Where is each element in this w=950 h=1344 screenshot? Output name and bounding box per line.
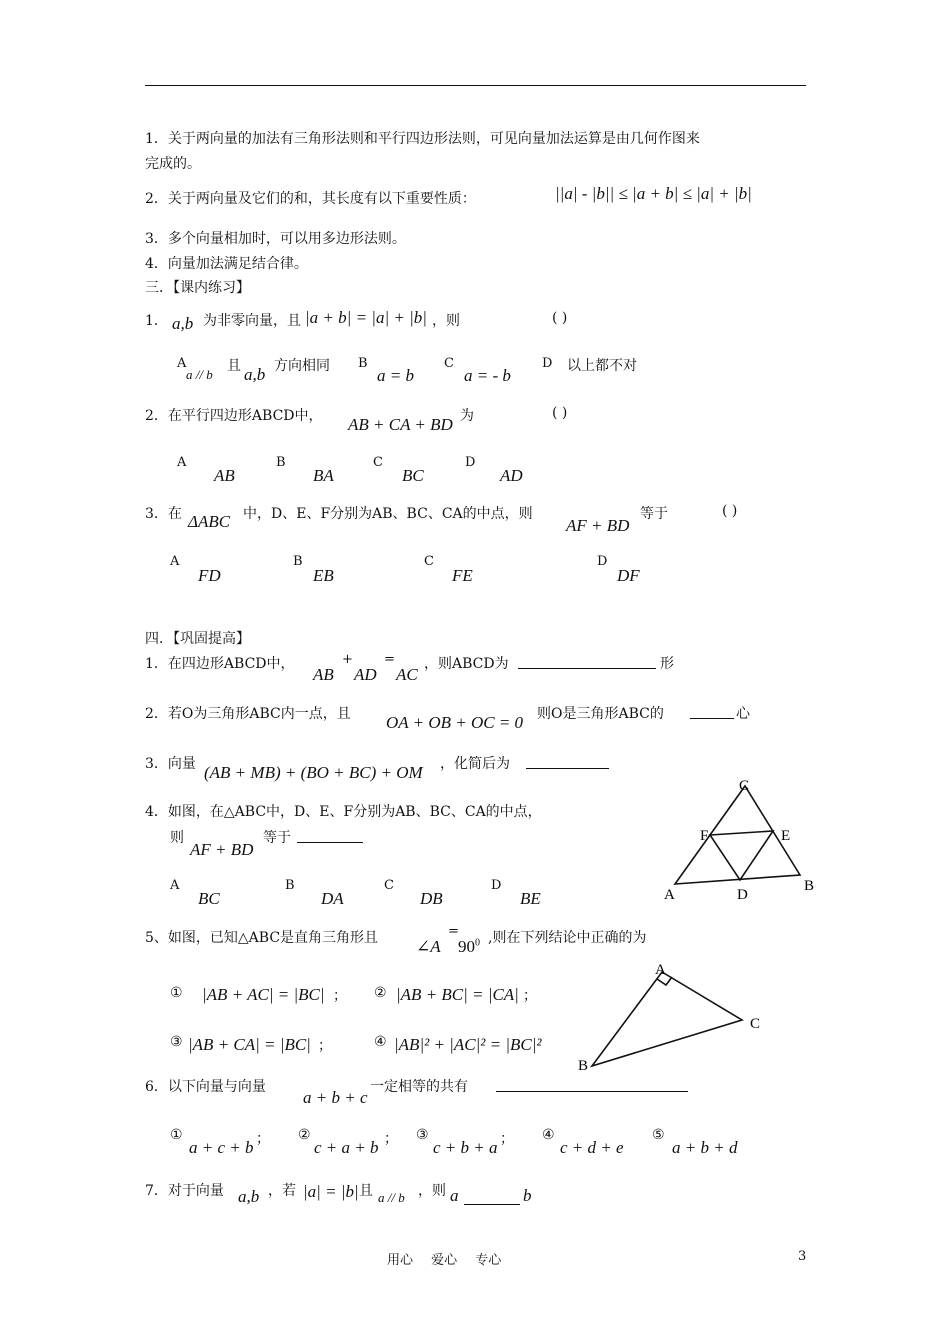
s4-q1-text3: 形	[660, 656, 674, 672]
s4-q5-angle: ∠A	[416, 937, 441, 956]
fig1-label-d: D	[737, 887, 748, 903]
s4-q3-answer-blank	[526, 754, 609, 769]
s4-q6-item1-sep: ；	[256, 1131, 270, 1147]
fig2-label-b: B	[578, 1058, 589, 1074]
s4-q1-ad: AD	[354, 665, 377, 684]
s3-q1-suffix: ，则	[432, 313, 460, 329]
s3-q3-triangle: ΔABC	[188, 512, 231, 531]
s4-q4-line1: 4．如图，在△ABC中，D、E、F分别为AB、BC、CA的中点，	[145, 804, 542, 820]
fig2-label-c: C	[750, 1016, 761, 1032]
s4-q7-text1: 7．对于向量	[145, 1183, 224, 1199]
s4-q1-ac: AC	[396, 665, 418, 684]
right-triangle	[592, 972, 742, 1066]
s3-q3-answer-paren: ( )	[722, 503, 738, 519]
s4-q4-option-a-label: A	[170, 878, 180, 893]
s3-q3-option-a-label: A	[170, 554, 180, 569]
s4-q5-c4-formula: |AB|² + |AC|² = |BC|²	[394, 1035, 542, 1054]
s4-q6-math: a + b + c	[303, 1088, 368, 1107]
s4-q6-answer-blank	[496, 1077, 688, 1092]
s3-q1-option-a-parallel: a // b	[186, 367, 213, 382]
s3-q1-option-a-label: A	[177, 356, 187, 371]
s4-q6-item4-math: c + d + e	[560, 1138, 624, 1157]
s4-q5-c1-sep: ；	[333, 988, 347, 1004]
s4-q4-option-c-math: DB	[420, 889, 443, 908]
s4-q6-item3-sep: ；	[500, 1131, 514, 1147]
s4-q5-text2: ,则在下列结论中正确的为	[488, 930, 647, 946]
fig1-label-b: B	[804, 878, 815, 894]
midpoint-triangle-figure	[655, 772, 825, 907]
s4-q7-answer-blank	[464, 1190, 520, 1205]
s4-q3-math: (AB + MB) + (BO + BC) + OM	[204, 763, 423, 782]
s4-q3-text2: ，化简后为	[440, 756, 510, 772]
s3-q3-option-d-math: DF	[617, 566, 640, 585]
s4-q6-item5-math: a + b + d	[672, 1138, 738, 1157]
fig1-label-c: C	[739, 778, 750, 794]
header-rule	[145, 85, 806, 86]
s4-q3-text1: 3．向量	[145, 756, 196, 772]
s3-q2-suffix: 为	[460, 408, 474, 424]
paragraph-3: 3．多个向量相加时，可以用多边形法则。	[145, 231, 406, 247]
s4-q7-var-b: b	[523, 1186, 532, 1205]
s4-q5-c1-number: ①	[170, 985, 183, 1001]
s4-q1-answer-blank	[518, 654, 656, 669]
s3-q2-math: AB + CA + BD	[348, 415, 453, 434]
s4-q7-var-a: a	[450, 1186, 459, 1205]
s3-q2-answer-paren: ( )	[552, 405, 568, 421]
s4-q6-item2-sep: ；	[384, 1131, 398, 1147]
s4-q4-math: AF + BD	[190, 840, 254, 859]
paragraph-1-line-2: 完成的。	[145, 156, 201, 172]
s4-q5-c3-number: ③	[170, 1034, 183, 1050]
triangle-inequality-formula: ||a| - |b|| ≤ |a + b| ≤ |a| + |b|	[555, 184, 752, 203]
s4-q2-text2: 则O是三角形ABC的	[537, 706, 664, 722]
s4-q6-item1-math: a + c + b	[189, 1138, 254, 1157]
s4-q5-c4-number: ④	[374, 1034, 387, 1050]
s3-q3-option-d-label: D	[597, 554, 608, 569]
s3-q1-number: 1．	[145, 313, 168, 329]
s3-q1-option-b-math: a = b	[377, 366, 414, 385]
s4-q6-item2-number: ②	[298, 1127, 311, 1143]
page-number: 3	[798, 1249, 807, 1264]
s4-q2-text1: 2．若O为三角形ABC内一点，且	[145, 706, 351, 722]
section-3-title: 三．【课内练习】	[145, 280, 250, 296]
s3-q2-text: 2．在平行四边形ABCD中，	[145, 408, 323, 424]
paragraph-2: 2．关于两向量及它们的和，其长度有以下重要性质：	[145, 191, 476, 207]
fig1-label-e: E	[781, 828, 791, 844]
s3-q1-option-a-text2: 方向相同	[274, 358, 330, 374]
fig1-label-a: A	[664, 887, 675, 903]
s3-q1-option-d-label: D	[542, 356, 553, 371]
s4-q7-text4: ，则	[418, 1183, 446, 1199]
s4-q5-c3-sep: ；	[318, 1038, 332, 1054]
s4-q7-parallel: a // b	[378, 1190, 405, 1205]
s4-q4-option-b-label: B	[285, 878, 295, 893]
fig1-label-f: F	[700, 828, 709, 844]
s4-q5-text1: 5、如图，已知△ABC是直角三角形且	[145, 930, 379, 946]
s4-q4-option-d-label: D	[491, 878, 502, 893]
s4-q4-line2: 则	[170, 830, 184, 846]
s3-q3-text1: 3．在	[145, 506, 182, 522]
s4-q6-item3-math: c + b + a	[433, 1138, 498, 1157]
right-triangle-figure	[570, 958, 770, 1076]
s4-q1-plus: +	[342, 652, 353, 667]
s4-q2-text3: 心	[736, 706, 750, 722]
s3-q2-option-d-math: AD	[500, 466, 523, 485]
s3-q3-suffix: 等于	[640, 506, 668, 522]
s4-q1-ab: AB	[313, 665, 334, 684]
s4-q1-text2: ，则ABCD为	[424, 656, 509, 672]
s3-q2-option-b-math: BA	[313, 466, 334, 485]
s4-q2-answer-blank	[690, 704, 734, 719]
s4-q1-text1: 1．在四边形ABCD中，	[145, 656, 295, 672]
paragraph-1-line-1: 1．关于两向量的加法有三角形法则和平行四边形法则，可见向量加法运算是由几何作图来	[145, 131, 700, 147]
s4-q6-item5-number: ⑤	[652, 1127, 665, 1143]
s3-q3-text2: 中，D、E、F分别为AB、BC、CA的中点，则	[243, 506, 533, 522]
s4-q6-item4-number: ④	[542, 1127, 555, 1143]
s3-q3-math: AF + BD	[566, 516, 630, 535]
s4-q4-option-a-math: BC	[198, 889, 220, 908]
midpoint-triangle	[710, 831, 773, 880]
s4-q6-item1-number: ①	[170, 1127, 183, 1143]
s3-q2-option-d-label: D	[465, 455, 476, 470]
s4-q5-equals: =	[448, 924, 459, 939]
s4-q7-text3: 且	[359, 1183, 373, 1199]
s4-q5-c2-sep: ；	[523, 988, 537, 1004]
s4-q4-option-d-math: BE	[520, 889, 541, 908]
s4-q5-c2-number: ②	[374, 985, 387, 1001]
s3-q2-option-c-label: C	[373, 455, 383, 470]
footer-motto: 用心 爱心 专心	[387, 1253, 502, 1268]
fig2-label-a: A	[655, 962, 666, 978]
s3-q1-answer-paren: ( )	[552, 310, 568, 326]
s4-q5-degrees: $90^0$	[458, 937, 480, 956]
s3-q2-option-b-label: B	[276, 455, 286, 470]
s3-q1-option-a-text1: 且	[227, 358, 241, 374]
right-angle-marker	[657, 977, 672, 985]
s4-q5-c1-formula: |AB + AC| = |BC|	[202, 985, 325, 1004]
s4-q7-text2: ，若	[268, 1183, 296, 1199]
s4-q4-answer-blank	[297, 828, 363, 843]
s3-q1-option-b-label: B	[358, 356, 368, 371]
s4-q7-formula: |a| = |b|	[303, 1182, 359, 1201]
s4-q5-c3-formula: |AB + CA| = |BC|	[188, 1035, 311, 1054]
s3-q1-vars: a,b	[172, 314, 194, 333]
section-4-title: 四．【巩固提高】	[145, 631, 250, 647]
s3-q1-option-c-math: a = - b	[464, 366, 511, 385]
s3-q3-option-c-label: C	[424, 554, 434, 569]
s4-q4-option-c-label: C	[384, 878, 394, 893]
s3-q1-option-d-text: 以上都不对	[567, 358, 637, 374]
s4-q6-item2-math: c + a + b	[314, 1138, 379, 1157]
s4-q6-text2: 一定相等的共有	[370, 1079, 468, 1095]
s4-q7-vars: a,b	[238, 1187, 260, 1206]
s3-q1-option-c-label: C	[444, 356, 454, 371]
s4-q1-equals: =	[384, 652, 395, 667]
s4-q6-item3-number: ③	[416, 1127, 429, 1143]
s3-q1-formula: |a + b| = |a| + |b|	[305, 308, 427, 327]
s3-q2-option-a-label: A	[177, 455, 187, 470]
s3-q2-option-a-math: AB	[214, 466, 235, 485]
s4-q6-text1: 6．以下向量与向量	[145, 1079, 266, 1095]
paragraph-4: 4．向量加法满足结合律。	[145, 256, 308, 272]
s4-q5-c2-formula: |AB + BC| = |CA|	[396, 985, 519, 1004]
s3-q3-option-c-math: FE	[452, 566, 473, 585]
s3-q1-text: 为非零向量，且	[203, 313, 301, 329]
s4-q4-suffix: 等于	[263, 830, 291, 846]
s3-q1-option-a-vars: a,b	[244, 365, 266, 384]
s3-q3-option-b-label: B	[293, 554, 303, 569]
s3-q3-option-a-math: FD	[198, 566, 221, 585]
s4-q2-math: OA + OB + OC = 0	[386, 713, 524, 732]
s3-q3-option-b-math: EB	[313, 566, 334, 585]
s4-q4-option-b-math: DA	[321, 889, 344, 908]
s3-q2-option-c-math: BC	[402, 466, 424, 485]
